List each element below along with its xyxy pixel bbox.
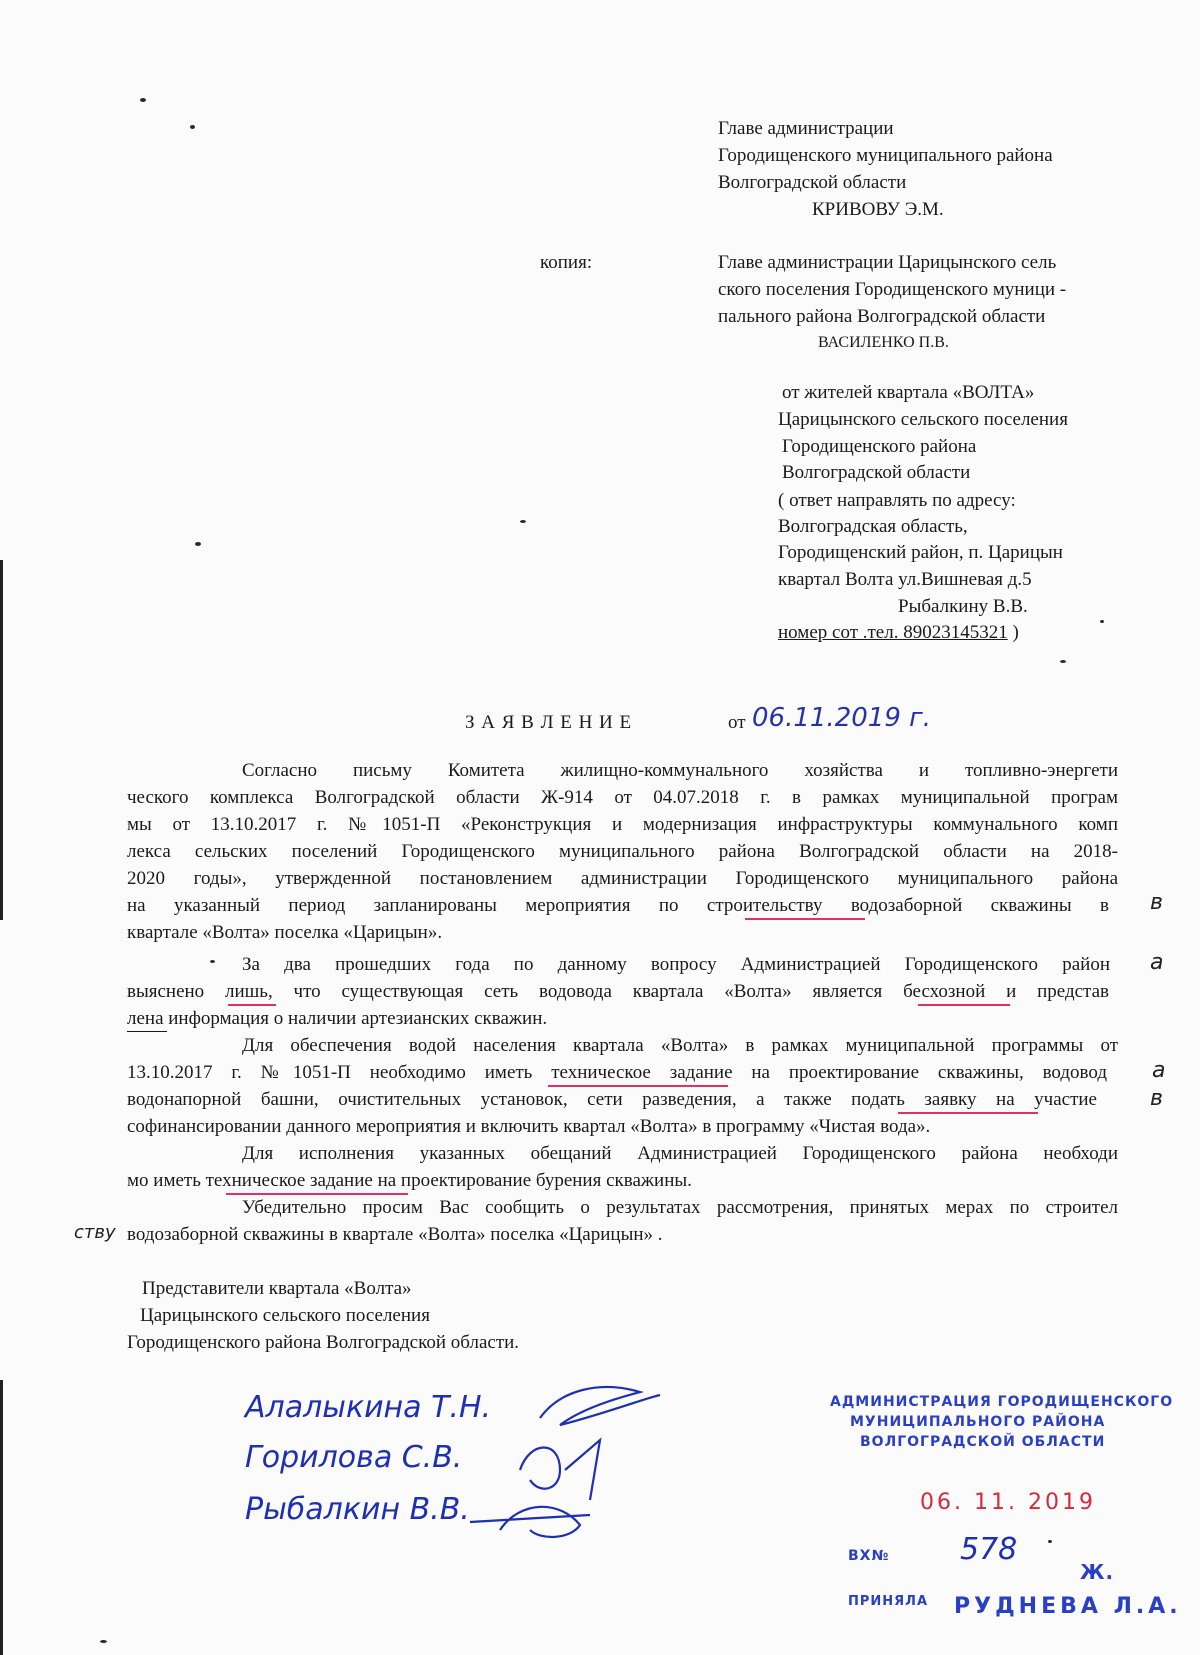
speck: [140, 98, 146, 102]
copy-line: пального района Волгоградской области: [718, 306, 1046, 327]
document-title: З А Я В Л Е Н И Е: [465, 712, 633, 733]
signature-name: Алалыкина Т.Н.: [245, 1390, 492, 1425]
copy-line: ского поселения Городищенского муници -: [718, 279, 1067, 300]
underline: [127, 1031, 167, 1032]
margin-note: в: [1150, 890, 1163, 915]
highlight-underline: [918, 1004, 1010, 1006]
speck: [1100, 620, 1104, 623]
copy-name: ВАСИЛЕНКО П.В.: [818, 334, 949, 351]
stamp-received-label: ПРИНЯЛА: [848, 1594, 929, 1609]
body-line: на указанный период запланированы мероприятия по строительству водозаборной скважины в: [127, 895, 1109, 916]
scan-edge: [0, 560, 3, 920]
addressee-line: Городищенского муниципального района: [718, 145, 1053, 166]
closing-line: Представители квартала «Волта»: [142, 1278, 412, 1299]
sender-name: Рыбалкину В.В.: [898, 596, 1028, 617]
margin-note: ству: [74, 1222, 116, 1243]
speck: [190, 125, 195, 129]
body-line: 2020 годы», утвержденной постановлением администрации Городищенского муниципального района: [127, 868, 1118, 889]
sender-line: Царицынского сельского поселения: [778, 409, 1068, 430]
phone-close: ): [1007, 622, 1019, 643]
body-line: водозаборной скважины в квартале «Волта» поселка «Царицын» .: [127, 1224, 663, 1245]
sender-line: от жителей квартала «ВОЛТА»: [782, 382, 1035, 403]
copy-label: копия:: [540, 252, 593, 273]
title-from: от: [728, 712, 746, 733]
addressee-line: Главе администрации: [718, 118, 894, 139]
scan-edge: [0, 1380, 3, 1655]
sender-line: Волгоградской области: [782, 462, 971, 483]
body-line: мы от 13.10.2017 г. №1051-П «Реконструкция и модернизация инфраструктуры коммунального комп: [127, 814, 1118, 835]
body-line: мо иметь техническое задание на проектирование бурения скважины.: [127, 1170, 692, 1191]
signature-name: Горилова С.В.: [245, 1440, 463, 1475]
body-line: Для обеспечения водой населения квартала «Волта» в рамках муниципальной программы от: [242, 1035, 1118, 1056]
signature-mark: [470, 1507, 590, 1537]
speck: [520, 520, 526, 523]
highlight-underline: [745, 918, 865, 920]
sender-line: квартал Волта ул.Вишневая д.5: [778, 569, 1032, 590]
sender-line: ( ответ направлять по адресу:: [778, 490, 1016, 511]
handwritten-date: 06.11.2019 г.: [752, 703, 932, 733]
speck: [210, 960, 215, 963]
speck: [1048, 1540, 1052, 1543]
highlight-underline: [226, 1193, 408, 1195]
sender-line: Городищенского района: [782, 436, 977, 457]
highlight-underline: [548, 1085, 728, 1087]
body-line: водонапорной башни, очистительных установок, сети разведения, а также подать заявку на участие: [127, 1089, 1097, 1110]
speck: [1060, 660, 1066, 663]
speck: [195, 542, 201, 546]
stamp-line: АДМИНИСТРАЦИЯ ГОРОДИЩЕНСКОГО: [830, 1394, 1174, 1410]
stamp-in-label: ВХ№: [848, 1548, 890, 1564]
closing-line: Царицынского сельского поселения: [140, 1305, 430, 1326]
body-line: квартале «Волта» поселка «Царицын».: [127, 922, 443, 943]
body-line: лекса сельских поселений Городищенского муниципального района Волгоградской области на 2018-: [127, 841, 1118, 862]
sender-line: Волгоградская область,: [778, 516, 968, 537]
body-line: ческого комплекса Волгоградской области Ж-914 от 04.07.2018 г. в рамках муниципальной програм: [127, 787, 1118, 808]
body-line: выяснено лишь, что существующая сеть водовода квартала «Волта» является бесхозной и представ: [127, 981, 1109, 1002]
stamp-in-number: 578: [960, 1532, 1018, 1567]
body-line: За два прошедших года по данному вопросу Администрацией Городищенского район: [242, 954, 1110, 975]
margin-note: а: [1152, 1058, 1166, 1083]
margin-note: а: [1150, 950, 1164, 975]
phone-number: номер сот .тел. 89023145321: [778, 622, 1008, 643]
highlight-underline: [228, 1004, 276, 1006]
stamp-line: ВОЛГОГРАДСКОЙ ОБЛАСТИ: [860, 1434, 1106, 1450]
speck: [100, 1640, 107, 1643]
signature-name: Рыбалкин В.В.: [245, 1492, 470, 1527]
highlight-underline: [898, 1112, 1038, 1114]
signature-mark: [520, 1440, 600, 1500]
body-line: софинансировании данного мероприятия и включить квартал «Волта» в программу «Чистая вода».: [127, 1116, 931, 1137]
stamp-date: 06. 11. 2019: [920, 1490, 1096, 1515]
body-line: Для исполнения указанных обещаний Администрацией Городищенского района необходи: [242, 1143, 1118, 1164]
body-line: Согласно письму Комитета жилищно-коммунального хозяйства и топливно-энергети: [242, 760, 1118, 781]
margin-note: в: [1150, 1086, 1163, 1111]
body-line: лена информация о наличии артезианских скважин.: [127, 1008, 548, 1029]
copy-line: Главе администрации Царицынского сель: [718, 252, 1057, 273]
addressee-name: КРИВОВУ Э.М.: [812, 199, 944, 220]
body-line: 13.10.2017 г. №1051-П необходимо иметь техническое задание на проектирование скважины, водовод: [127, 1062, 1107, 1083]
signature-mark: [540, 1387, 660, 1425]
stamp-received-name: РУДНЕВА Л.А.: [954, 1594, 1182, 1619]
sender-phone: [778, 622, 1019, 644]
addressee-line: Волгоградской области: [718, 172, 907, 193]
stamp-in-suffix: Ж.: [1080, 1560, 1115, 1584]
body-line: Убедительно просим Вас сообщить о результатах рассмотрения, принятых мерах по строител: [242, 1197, 1118, 1218]
closing-line: Городищенского района Волгоградской области.: [127, 1332, 520, 1353]
sender-line: Городищенский район, п. Царицын: [778, 542, 1063, 563]
stamp-line: МУНИЦИПАЛЬНОГО РАЙОНА: [850, 1414, 1106, 1430]
